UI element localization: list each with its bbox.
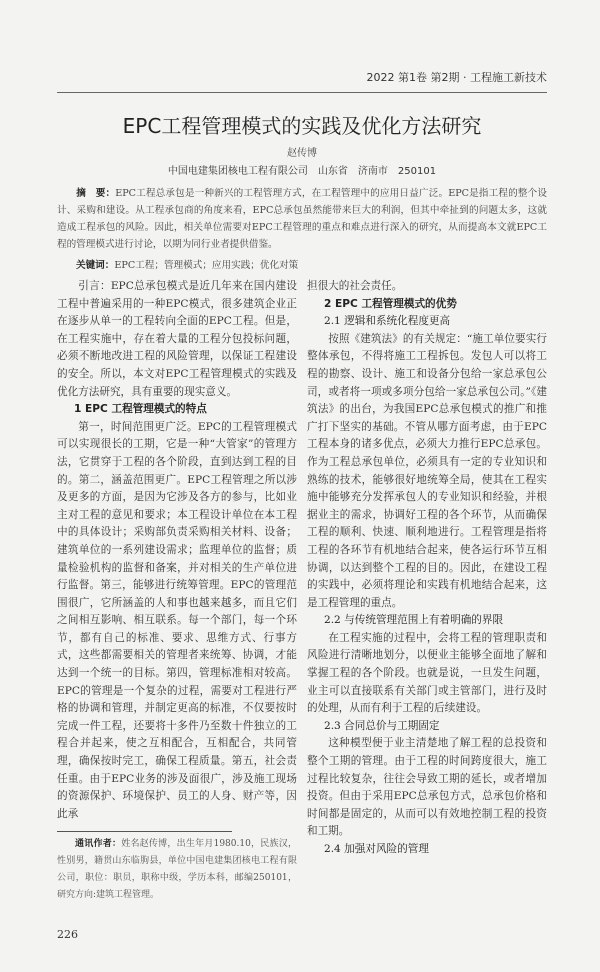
subsection-2-1-heading: 2.1 逻辑和系统化程度更高 <box>323 315 451 328</box>
page-number: 226 <box>57 928 78 942</box>
footnote <box>57 836 297 904</box>
footnote-rule <box>57 831 232 832</box>
abstract-text: EPC工程总承包是一种新兴的工程管理方式，在工程管理中的应用日益广泛。EPC是指工程的整个设计、采购和建设。从工程承包商的角度来看，EPC总承包虽然能带来巨大的利润，但其中牵扯到的问题太多，这就造成工程承包的风险。因此，相关单位需要对EPC工程管理的重点和难点进行深入的研究，从而提高本文就EPC工程的管理模式进行讨论，以期为同行业者提供借鉴。 <box>57 188 547 250</box>
right-column <box>307 278 547 859</box>
left-column <box>57 278 297 942</box>
keywords <box>57 257 547 274</box>
intro-paragraph: 引言：EPC总承包模式是近几年来在国内建设工程中普遍采用的一种EPC模式，很多建筑企业正在逐步从单一的工程转向全面的EPC工程。但是，在工程实施中，存在着大量的工程分包投标问题，必须不断地改进工程的风险管理，以保证工程建设的安全。所以，本文对EPC工程管理模式的实践及优化方法研究，具有重要的现实意义。 <box>57 280 297 398</box>
keywords-label: 关键词： <box>76 260 115 271</box>
keywords-text: EPC工程；管理模式；应用实践；优化对策 <box>114 260 299 271</box>
section-1-paragraph: 第一，时间范围更广泛。EPC的工程管理模式可以实现很长的工期，它是一种“大管家”的管理方法，它贯穿于工程的各个阶段，直到达到工程的目的。第二，涵盖范围更广。EPC工程管理之所以涉及更多的方面，是因为它涉及各方的参与，比如业主对工程的意见和要求；本工程设计单位在本工程中的具体设计；采购部负责采购相关材料、设备；建筑单位的一系列建设需求；监理单位的监督；质量检验机构的监督和备案，并对相关的生产单位进行监督。第三，能够进行统筹管理。EPC的管理范围很广，它所涵盖的人和事也越来越多，而且它们之间相互影响、相互联系。每一个部门，每一个环节，都有自己的标准、要求、思维方式、行事方式，这些都需要相关的管理者来统筹、协调，才能达到一个统一的目标。第四，管理标准相对较高。EPC的管理是一个复杂的过程，需要对工程进行严格的协调和管理，并制定更高的标准，不仅要按时完成一件工程，还要将十多件乃至数十件独立的工程合并起来，使之互相配合，互相配合，共同管理，确保按时完工，确保工程质量。第五，社会责任重。由于EPC业务的涉及面很广，涉及施工现场的资源保护、环境保护、员工的人身、财产等，因此承 <box>57 420 297 820</box>
section-1-heading: 1 EPC 工程管理模式的特点 <box>73 403 207 416</box>
subsection-2-1-paragraph: 按照《建筑法》的有关规定：“施工单位要实行整体承包，不得将施工工程拆包。发包人可以将工程的勘察、设计、施工和设备分包给一家总承包公司，或者将一项或多项分包给一家总承包公司。”《建筑法》的出台，为我国EPC总承包模式的推广和推广打下坚实的基础。不管从哪方面考虑，由于EPC工程本身的诸多优点，必须大力推行EPC总承包。作为工程总承包单位，必须具有一定的专业知识和熟练的技术，能够很好地统筹全局，使其在工程实施中能够充分发挥承包人的专业知识和经验，并根据业主的需求，协调好工程的各个环节，从而确保工程的顺利、快速、顺利地进行。工程管理是指将工程的各环节有机地结合起来，使各运行环节互相协调，以达到整个工程的目的。因此，在建设工程的实践中，必须将理论和实践有机地结合起来，这是工程管理的重点。 <box>307 332 547 609</box>
running-head: 2022 第1卷 第2期 · 工程施工新技术 <box>366 71 547 84</box>
subsection-2-2-paragraph: 在工程实施的过程中，会将工程的管理职责和风险进行清晰地划分，以便业主能够全面地了解和掌握工程的各个阶段。也就是说，一旦发生问题，业主可以直接联系有关部门或主管部门，进行及时的处理，从而有利于工程的后续建设。 <box>307 631 547 715</box>
footnote-label: 通讯作者： <box>75 839 122 850</box>
header-rule <box>57 92 547 93</box>
subsection-2-4-heading: 2.4 加强对风险的管理 <box>323 843 429 855</box>
subsection-2-2-heading: 2.2 与传统管理范围上有着明确的界限 <box>323 614 504 627</box>
abstract <box>57 185 547 253</box>
body-columns <box>57 278 547 942</box>
abstract-label: 摘 要： <box>76 188 116 199</box>
affiliation: 中国电建集团核电工程有限公司 山东省 济南市 250101 <box>167 166 437 177</box>
section-2-heading: 2 EPC 工程管理模式的优势 <box>323 297 457 310</box>
subsection-2-3-heading: 2.3 合同总价与工期固定 <box>323 719 440 732</box>
paper-title: EPC工程管理模式的实践及优化方法研究 <box>122 114 482 138</box>
section-1-paragraph-continued: 担很大的社会责任。 <box>307 280 403 292</box>
author: 赵传博 <box>287 148 317 159</box>
footnote-text: 姓名赵传博，出生年月1980.10，民族汉，性别男，籍贯山东临朐县，单位中国电建集团核电工程有限公司，职位：职员，职称中级，学历本科，邮编250101，研究方向:建筑工程管理。 <box>57 839 297 901</box>
subsection-2-3-paragraph: 这种模型便于业主清楚地了解工程的总投资和整个工期的管理。由于工程的时间跨度很大，施工过程比较复杂，往往会导致工期的延长，或者增加投资。但由于采用EPC总承包方式，总承包价格和时间都是固定的，从而可以有效地控制工程的投资和工期。 <box>307 737 547 838</box>
